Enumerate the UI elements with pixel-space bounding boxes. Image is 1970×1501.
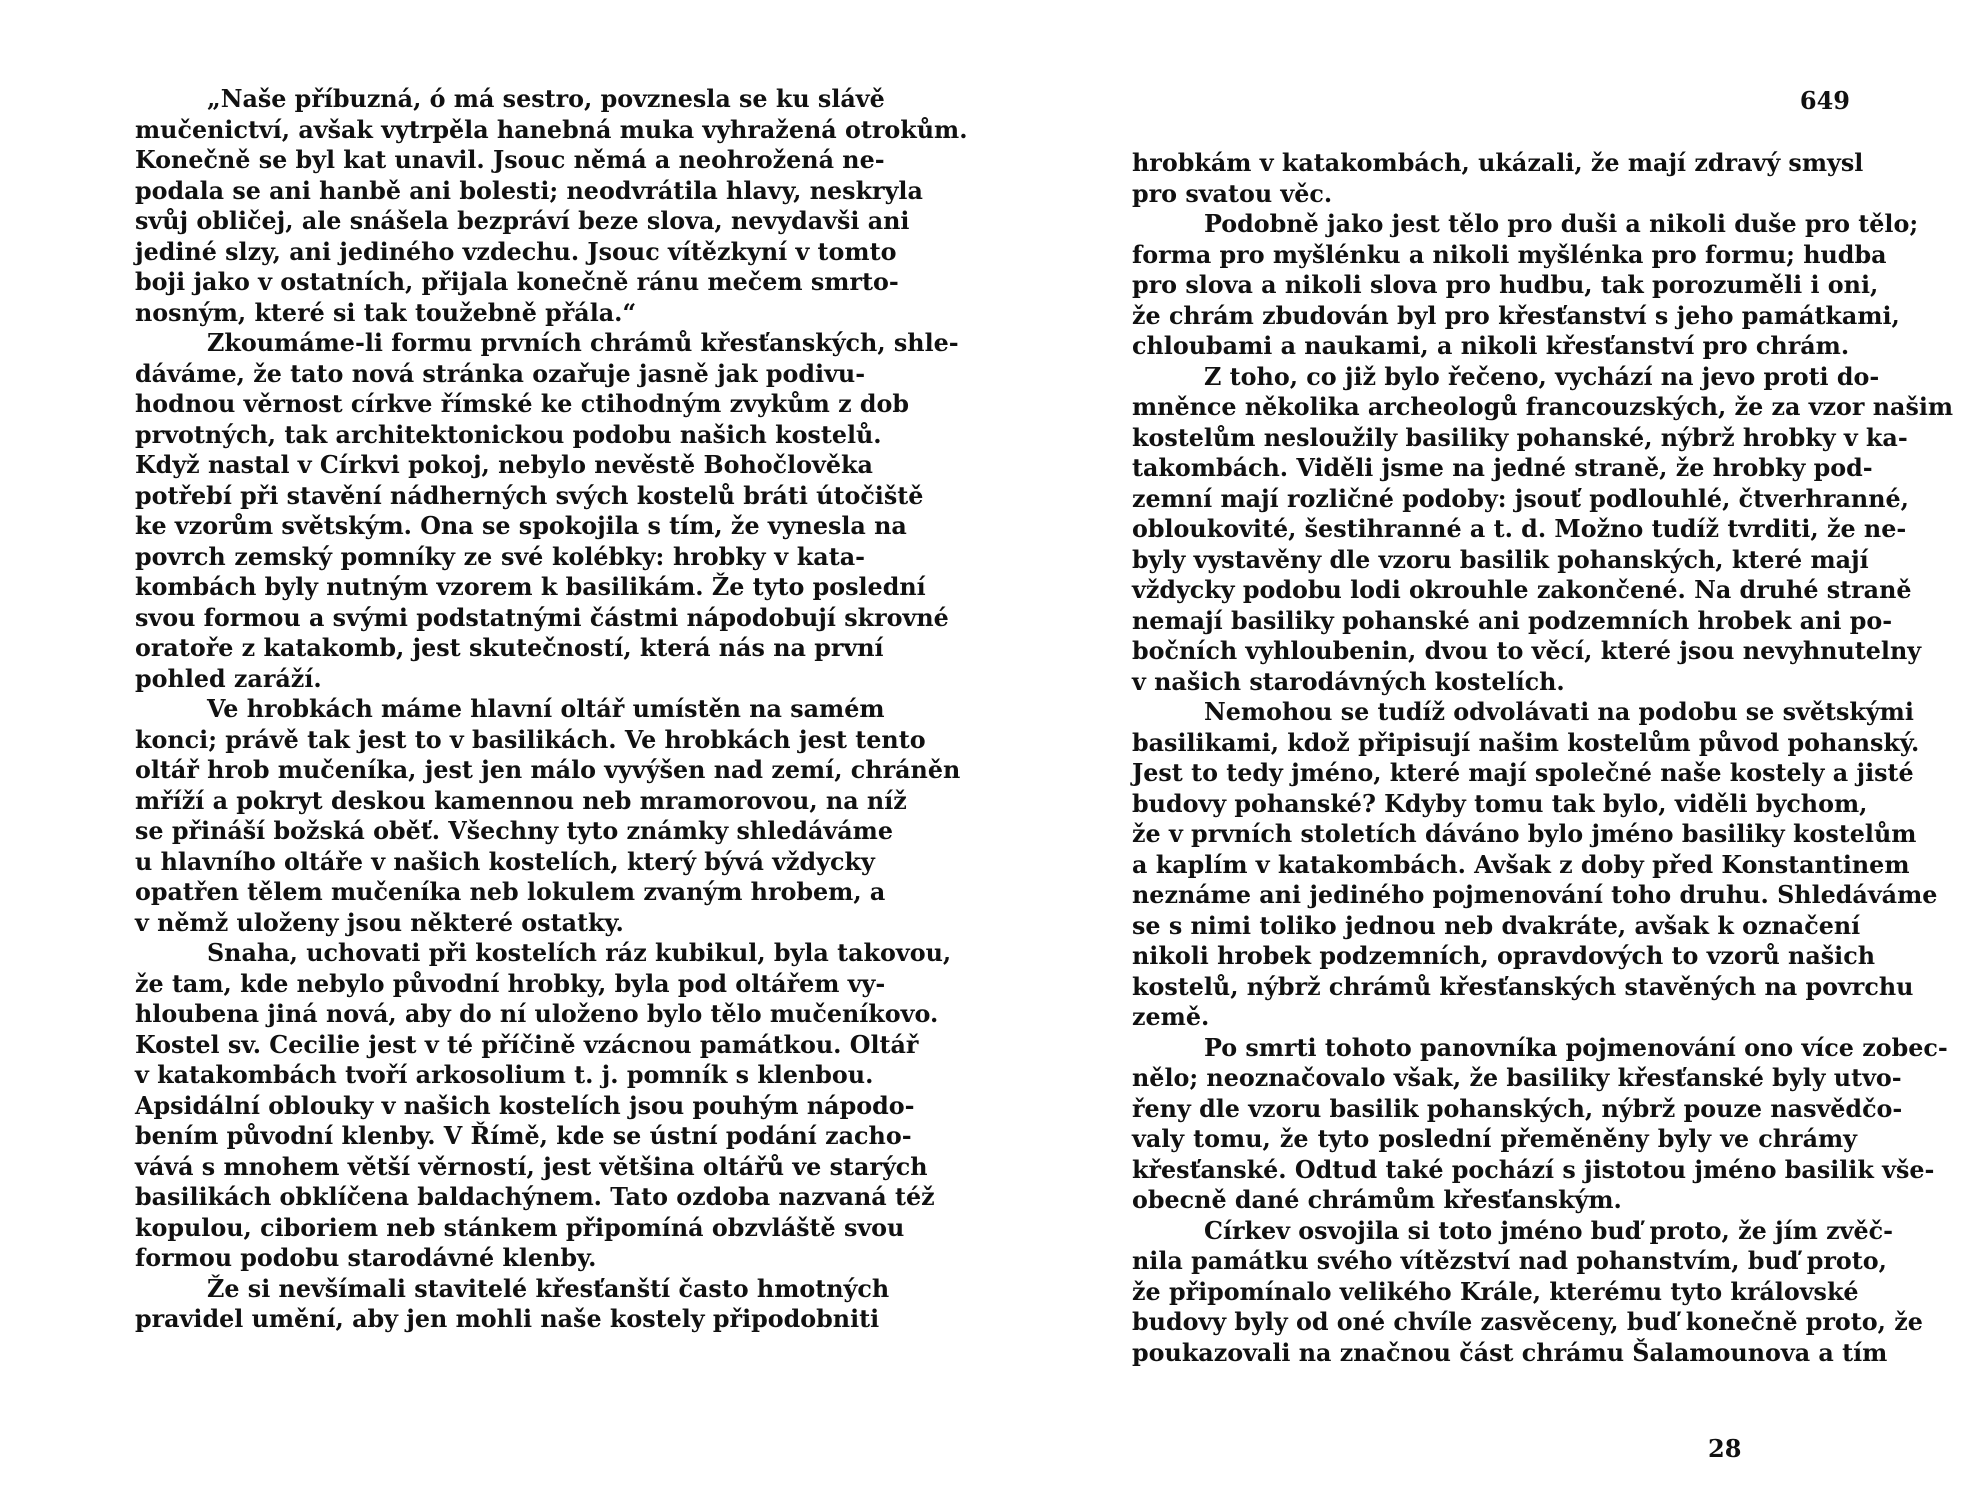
text-line: nila památku svého vítězství nad pohanstvím, buď proto, bbox=[1132, 1247, 1887, 1275]
text-line: Že si nevšímali stavitelé křesťanští často hmotných bbox=[207, 1274, 890, 1303]
text-line: potřebí při stavění nádherných svých kostelů bráti útočiště bbox=[135, 481, 924, 510]
text-line: že připomínalo velikého Krále, kterému tyto královské bbox=[1132, 1277, 1859, 1306]
text-line: zemní mají rozličné podoby: jsouť podlouhlé, čtverhranné, bbox=[1132, 484, 1909, 513]
text-line: opatřen tělem mučeníka neb lokulem zvaným hrobem, a bbox=[135, 878, 886, 906]
text-line: valy tomu, že tyto poslední přeměněny byly ve chrámy bbox=[1132, 1125, 1857, 1153]
text-line: kostelům nesloužily basiliky pohanské, nýbrž hrobky v ka- bbox=[1132, 423, 1908, 452]
text-line: hrobkám v katakombách, ukázali, že mají zdravý smysl bbox=[1132, 149, 1864, 177]
text-line: ke vzorům světským. Ona se spokojila s tím, že vynesla na bbox=[135, 512, 907, 540]
text-line: se s nimi toliko jednou neb dvakráte, avšak k označení bbox=[1132, 911, 1861, 940]
text-line: Apsidální oblouky v našich kostelích jsou pouhým nápodo- bbox=[135, 1091, 915, 1120]
text-line: Z toho, co již bylo řečeno, vychází na jevo proti do- bbox=[1204, 362, 1880, 391]
text-line: nosným, které si tak toužebně přála.“ bbox=[135, 298, 637, 327]
text-line: dáváme, že tato nová stránka ozařuje jasně jak podivu- bbox=[135, 359, 866, 388]
text-line: bením původní klenby. V Římě, kde se ústní podání zacho- bbox=[135, 1122, 912, 1150]
text-line: „Naše příbuzná, ó má sestro, povznesla se ku slávě bbox=[207, 85, 885, 113]
text-line: Zkoumáme-li formu prvních chrámů křesťanských, shle- bbox=[207, 329, 959, 357]
text-line: nemají basiliky pohanské ani podzemních hrobek ani po- bbox=[1132, 606, 1893, 635]
text-line: mříží a pokryt deskou kamennou neb mramorovou, na níž bbox=[135, 786, 907, 815]
text-line: kombách byly nutným vzorem k basilikám. Že tyto poslední bbox=[135, 573, 926, 601]
text-line: kopulou, ciboriem neb stánkem připomíná obzvláště svou bbox=[135, 1213, 905, 1242]
text-line: podala se ani hanbě ani bolesti; neodvrátila hlavy, neskryla bbox=[135, 176, 923, 205]
text-line: poukazovali na značnou část chrámu Šalamounova a tím bbox=[1132, 1338, 1888, 1367]
text-line: boji jako v ostatních, přijala konečně ránu mečem smrto- bbox=[135, 268, 899, 296]
text-line: pravidel umění, aby jen mohli naše kostely připodobniti bbox=[135, 1305, 880, 1333]
text-line: země. bbox=[1132, 1003, 1210, 1031]
text-line: že tam, kde nebylo původní hrobky, byla pod oltářem vy- bbox=[135, 969, 886, 998]
right-page bbox=[1132, 148, 1954, 1368]
text-line: formou podobu starodávné klenby. bbox=[135, 1244, 597, 1272]
text-line: prvotných, tak architektonickou podobu našich kostelů. bbox=[135, 420, 882, 449]
signature-mark: 28 bbox=[1708, 1434, 1742, 1463]
text-line: nělo; neoznačovalo však, že basiliky křesťanské byly utvo- bbox=[1132, 1064, 1902, 1092]
text-line: budovy byly od oné chvíle zasvěceny, buď konečně proto, že bbox=[1132, 1308, 1923, 1336]
text-line: obecně dané chrámům křesťanským. bbox=[1132, 1186, 1622, 1214]
text-line: basilikami, kdož připisují našim kostelům původ pohanský. bbox=[1132, 728, 1920, 757]
text-line: u hlavního oltáře v našich kostelích, který bývá vždycky bbox=[135, 847, 875, 876]
text-line: vává s mnohem větší věrností, jest většina oltářů ve starých bbox=[135, 1152, 928, 1181]
text-line: mněnce několika archeologů francouzských, že za vzor našim bbox=[1132, 393, 1954, 421]
text-line: že v prvních stoletích dáváno bylo jméno basiliky kostelům bbox=[1132, 820, 1917, 848]
text-line: svůj obličej, ale snášela bezpráví beze slova, nevydavši ani bbox=[135, 207, 910, 235]
text-line: budovy pohanské? Kdyby tomu tak bylo, viděli bychom, bbox=[1132, 789, 1868, 818]
text-line: a kaplím v katakombách. Avšak z doby před Konstantinem bbox=[1132, 850, 1910, 879]
text-line: pro svatou věc. bbox=[1132, 179, 1333, 208]
text-line: konci; právě tak jest to v basilikách. Ve hrobkách jest tento bbox=[135, 725, 926, 754]
text-line: hodnou věrnost církve římské ke ctihodným zvykům z dob bbox=[135, 390, 910, 418]
text-line: Když nastal v Církvi pokoj, nebylo nevěstě Bohočlověka bbox=[135, 451, 873, 479]
text-line: basilikách obklíčena baldachýnem. Tato ozdoba nazvaná též bbox=[135, 1183, 935, 1211]
text-line: povrch zemský pomníky ze své kolébky: hrobky v kata- bbox=[135, 542, 865, 571]
text-line: Kostel sv. Cecilie jest v té příčině vzácnou památkou. Oltář bbox=[135, 1030, 919, 1059]
text-line: Podobně jako jest tělo pro duši a nikoli duše pro tělo; bbox=[1204, 210, 1919, 238]
text-line: řeny dle vzoru basilik pohanských, nýbrž pouze nasvědčo- bbox=[1132, 1094, 1903, 1123]
left-page bbox=[135, 84, 968, 1335]
text-line: svou formou a svými podstatnými částmi nápodobují skrovné bbox=[135, 603, 949, 632]
text-line: jediné slzy, ani jediného vzdechu. Jsouc vítězkyní v tomto bbox=[135, 237, 897, 266]
text-line: se přináší božská oběť. Všechny tyto známky shledáváme bbox=[135, 817, 894, 845]
text-line: pro slova a nikoli slova pro hudbu, tak porozuměli i oni, bbox=[1132, 271, 1879, 299]
text-line: Po smrti tohoto panovníka pojmenování ono více zobec- bbox=[1204, 1033, 1948, 1062]
text-line: Nemohou se tudíž odvolávati na podobu se světskými bbox=[1204, 698, 1914, 726]
text-line: pohled zaráží. bbox=[135, 664, 322, 693]
page-number: 649 bbox=[1799, 86, 1850, 115]
text-line: mučenictví, avšak vytrpěla hanebná muka vyhražená otrokům. bbox=[135, 115, 968, 144]
text-line: Církev osvojila si toto jméno buď proto, že jím zvěč- bbox=[1204, 1216, 1893, 1245]
text-line: že chrám zbudován byl pro křesťanství s jeho památkami, bbox=[1132, 301, 1900, 330]
text-line: v katakombách tvoří arkosolium t. j. pomník s klenbou. bbox=[135, 1061, 874, 1089]
text-line: neznáme ani jediného pojmenování toho druhu. Shledáváme bbox=[1132, 881, 1938, 909]
text-line: hloubena jiná nová, aby do ní uloženo bylo tělo mučeníkovo. bbox=[135, 1000, 939, 1028]
text-line: nikoli hrobek podzemních, opravdových to vzorů našich bbox=[1132, 942, 1875, 970]
text-line: chloubami a naukami, a nikoli křesťanství pro chrám. bbox=[1132, 332, 1850, 360]
text-line: Ve hrobkách máme hlavní oltář umístěn na samém bbox=[207, 695, 885, 723]
text-line: oratoře z katakomb, jest skutečností, která nás na první bbox=[135, 634, 884, 662]
text-line: křesťanské. Odtud také pochází s jistotou jméno basilik vše- bbox=[1132, 1155, 1935, 1184]
text-line: v němž uloženy jsou některé ostatky. bbox=[135, 908, 624, 937]
text-line: takombách. Viděli jsme na jedné straně, že hrobky pod- bbox=[1132, 454, 1873, 482]
text-line: Jest to tedy jméno, které mají společné naše kostely a jisté bbox=[1132, 759, 1914, 787]
text-line: kostelů, nýbrž chrámů křesťanských stavěných na povrchu bbox=[1132, 972, 1914, 1001]
text-line: byly vystavěny dle vzoru basilik pohanských, které mají bbox=[1132, 545, 1869, 574]
text-line: vždycky podobu lodi okrouhle zakončené. Na druhé straně bbox=[1132, 576, 1912, 604]
text-line: oltář hrob mučeníka, jest jen málo vyvýšen nad zemí, chráněn bbox=[135, 756, 961, 784]
text-line: forma pro myšlénku a nikoli myšlénka pro formu; hudba bbox=[1132, 240, 1887, 269]
text-line: obloukovité, šestihranné a t. d. Možno tudíž tvrditi, že ne- bbox=[1132, 515, 1907, 543]
text-line: Konečně se byl kat unavil. Jsouc němá a neohrožená ne- bbox=[135, 146, 885, 174]
text-line: v našich starodávných kostelích. bbox=[1132, 667, 1565, 696]
text-line: bočních vyhloubenin, dvou to věcí, které jsou nevyhnutelny bbox=[1132, 637, 1922, 665]
text-line: Snaha, uchovati při kostelích ráz kubikul, byla takovou, bbox=[207, 939, 952, 967]
